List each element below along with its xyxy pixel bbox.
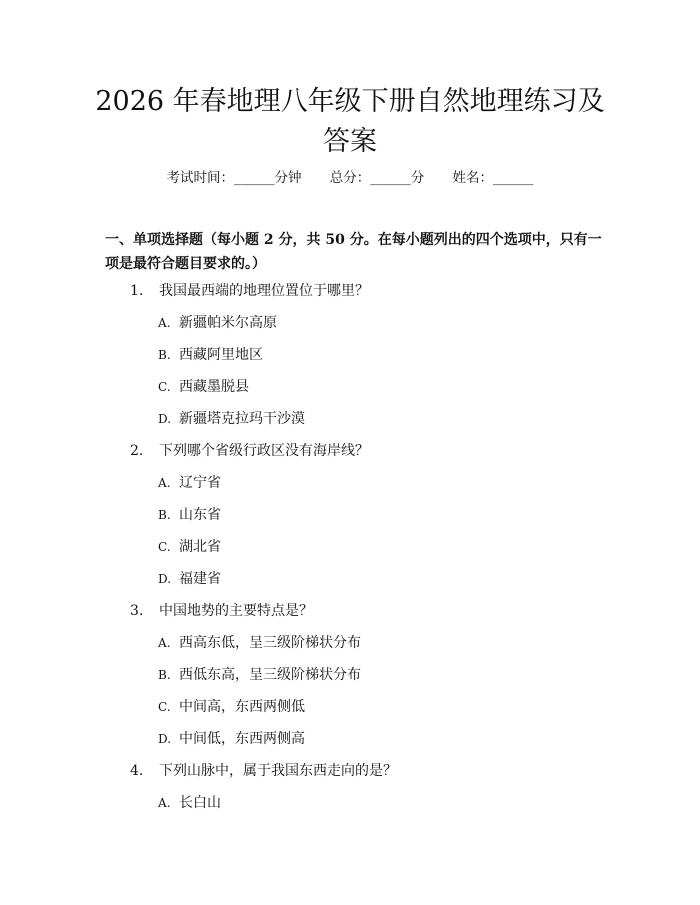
answer-option [0, 666, 700, 698]
question-text: 我国最西端的地理位置位于哪里？ [159, 283, 369, 299]
option-text: 西藏阿里地区 [179, 347, 263, 363]
option-letter: A. [158, 636, 171, 650]
option-text: 西低东高，呈三级阶梯状分布 [179, 667, 361, 683]
answer-option [0, 314, 700, 346]
option-text: 新疆帕米尔高原 [179, 315, 277, 331]
section-heading: 一、单项选择题（每小题 2 分，共 50 分。在每小题列出的四个选项中，只有一项是最符合题目要求的。） [105, 232, 602, 272]
question-item [0, 602, 700, 634]
student-name-field: 姓名：______ [452, 170, 534, 186]
question-number: 1. [130, 283, 144, 299]
option-letter: A. [158, 476, 171, 490]
option-letter: C. [158, 380, 171, 394]
option-letter: B. [158, 508, 171, 522]
answer-option [0, 346, 700, 378]
option-letter: A. [158, 316, 171, 330]
question-number: 4. [130, 763, 144, 779]
option-letter: D. [158, 732, 172, 746]
answer-option [0, 730, 700, 762]
answer-option [0, 698, 700, 730]
option-letter: B. [158, 668, 171, 682]
question-number: 2. [130, 443, 144, 459]
answer-option [0, 794, 700, 826]
question-text: 下列山脉中，属于我国东西走向的是？ [159, 763, 397, 779]
option-letter: D. [158, 572, 172, 586]
option-text: 山东省 [179, 507, 221, 523]
answer-option [0, 378, 700, 410]
answer-option [0, 410, 700, 442]
option-text: 福建省 [179, 571, 221, 587]
option-letter: A. [158, 796, 171, 810]
answer-option [0, 634, 700, 666]
answer-option [0, 506, 700, 538]
option-text: 长白山 [179, 795, 221, 811]
option-text: 西高东低，呈三级阶梯状分布 [179, 635, 361, 651]
document-title: 2026 年春地理八年级下册自然地理练习及答案 [95, 86, 605, 157]
option-letter: C. [158, 700, 171, 714]
question-text: 下列哪个省级行政区没有海岸线？ [159, 443, 369, 459]
option-letter: B. [158, 348, 171, 362]
question-list [0, 282, 700, 826]
option-text: 中间低，东西两侧高 [179, 731, 305, 747]
answer-option [0, 538, 700, 570]
option-text: 中间高，东西两侧低 [179, 699, 305, 715]
answer-option [0, 474, 700, 506]
option-text: 辽宁省 [179, 475, 221, 491]
total-score-field: 总分：______分 [329, 170, 425, 186]
option-letter: D. [158, 412, 172, 426]
question-item [0, 762, 700, 794]
question-text: 中国地势的主要特点是？ [159, 603, 313, 619]
question-item [0, 442, 700, 474]
option-text: 湖北省 [179, 539, 221, 555]
option-letter: C. [158, 540, 171, 554]
option-text: 西藏墨脱县 [179, 379, 249, 395]
option-text: 新疆塔克拉玛干沙漠 [179, 411, 305, 427]
answer-option [0, 570, 700, 602]
exam-time-field: 考试时间：______分钟 [166, 170, 302, 186]
question-number: 3. [130, 603, 144, 619]
exam-info [0, 168, 700, 188]
question-item [0, 282, 700, 314]
